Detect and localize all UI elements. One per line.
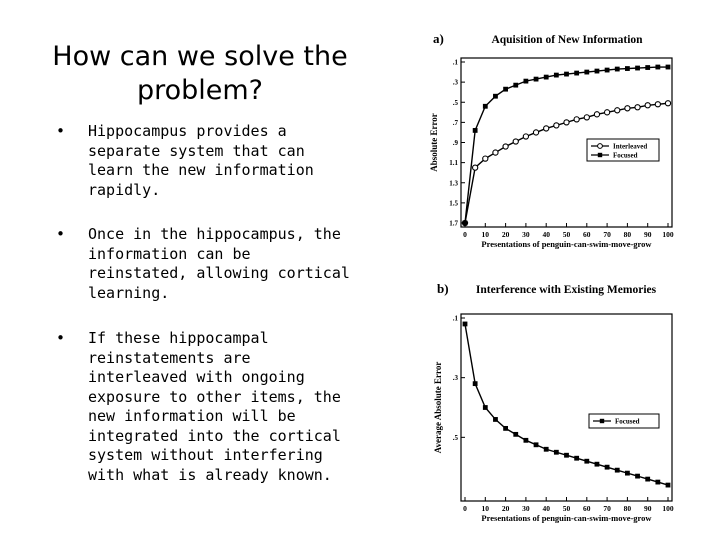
panel-label: b) <box>437 281 449 296</box>
chart-acquisition <box>425 25 695 265</box>
bullet-item <box>56 329 356 485</box>
data-point-interleaved <box>533 130 538 135</box>
chart-title: Aquisition of New Information <box>491 34 643 46</box>
bullet-item <box>56 122 356 200</box>
x-axis-label: Presentations of penguin-can-swim-move-grow <box>481 239 652 249</box>
data-point-focused <box>645 477 650 482</box>
bullet-text: Hippocampus provides a separate system that can learn the new information rapidly. <box>88 122 314 199</box>
x-tick-label: 100 <box>662 504 674 513</box>
data-point-focused <box>524 438 529 443</box>
bullet-list <box>56 122 356 485</box>
data-point-focused <box>635 474 640 479</box>
data-point-focused <box>666 483 671 488</box>
legend-label: Interleaved <box>613 142 648 151</box>
y-axis-label: Absolute Error <box>429 113 439 172</box>
x-tick-label: 10 <box>481 230 490 239</box>
legend-label: Focused <box>613 151 638 160</box>
data-point-interleaved <box>554 123 559 128</box>
data-point-focused <box>615 468 620 473</box>
x-axis-label: Presentations of penguin-can-swim-move-grow <box>481 513 652 523</box>
data-point-focused <box>564 72 569 77</box>
data-point-focused <box>513 83 518 88</box>
y-tick-label: 1.1 <box>449 159 458 168</box>
data-point-focused <box>524 79 529 84</box>
data-point-focused <box>463 221 468 226</box>
x-tick-label: 80 <box>623 504 632 513</box>
x-tick-label: 70 <box>603 504 611 513</box>
data-point-focused <box>503 87 508 92</box>
y-tick-label: .5 <box>452 98 458 107</box>
data-point-interleaved <box>523 134 528 139</box>
bullet-text: If these hippocampal reinstatements are interleaved with ongoing exposure to other items, the new information will be integrated into the cortical system without interfering with what is already known. <box>88 329 341 484</box>
x-tick-label: 40 <box>542 230 550 239</box>
data-point-interleaved <box>493 150 498 155</box>
x-tick-label: 60 <box>583 504 591 513</box>
plot-frame <box>461 314 672 501</box>
data-point-focused <box>625 471 630 476</box>
data-point-interleaved <box>513 139 518 144</box>
data-point-focused <box>574 71 579 76</box>
data-point-focused <box>655 480 660 485</box>
y-tick-label: .1 <box>452 58 458 67</box>
data-point-focused <box>554 73 559 78</box>
data-point-interleaved <box>625 106 630 111</box>
data-point-interleaved <box>615 108 620 113</box>
x-tick-label: 90 <box>643 230 652 239</box>
data-point-interleaved <box>564 120 569 125</box>
y-tick-label: 1.3 <box>449 179 458 188</box>
data-point-focused <box>615 67 620 72</box>
data-point-focused <box>625 66 630 71</box>
x-tick-label: 90 <box>643 504 652 513</box>
x-tick-label: 20 <box>501 230 510 239</box>
legend-marker <box>600 419 604 423</box>
y-tick-label: .7 <box>452 118 458 127</box>
data-point-focused <box>473 128 478 133</box>
data-point-focused <box>483 104 488 109</box>
x-tick-label: 10 <box>481 504 490 513</box>
chart-title: Interference with Existing Memories <box>475 284 657 296</box>
data-point-focused <box>584 70 589 75</box>
y-tick-label: 1.5 <box>449 199 458 208</box>
data-point-focused <box>635 66 640 71</box>
data-point-focused <box>595 69 600 74</box>
x-tick-label: 30 <box>522 230 530 239</box>
bullet-symbol: • <box>56 329 66 347</box>
data-point-focused <box>655 65 660 70</box>
data-point-focused <box>564 453 569 458</box>
data-point-focused <box>534 442 539 447</box>
data-point-focused <box>493 417 498 422</box>
x-tick-label: 0 <box>463 230 467 239</box>
data-point-interleaved <box>605 110 610 115</box>
y-tick-label: .5 <box>452 433 458 442</box>
x-tick-label: 0 <box>463 504 467 513</box>
series-line-focused <box>465 324 668 485</box>
x-tick-label: 80 <box>623 230 632 239</box>
data-point-focused <box>534 77 539 82</box>
legend-marker <box>598 153 602 157</box>
data-point-focused <box>645 65 650 70</box>
y-tick-label: .3 <box>452 78 458 87</box>
legend-marker <box>598 144 603 149</box>
data-point-interleaved <box>645 103 650 108</box>
data-point-interleaved <box>655 102 660 107</box>
data-point-interleaved <box>584 115 589 120</box>
data-point-interleaved <box>635 105 640 110</box>
data-point-focused <box>544 75 549 80</box>
x-tick-label: 50 <box>562 230 571 239</box>
data-point-focused <box>584 459 589 464</box>
x-tick-label: 20 <box>501 504 510 513</box>
data-point-interleaved <box>473 165 478 170</box>
data-point-focused <box>463 322 468 327</box>
x-tick-label: 50 <box>562 504 571 513</box>
data-point-interleaved <box>503 144 508 149</box>
x-tick-label: 60 <box>583 230 591 239</box>
data-point-interleaved <box>665 101 670 106</box>
data-point-focused <box>605 465 610 470</box>
x-tick-label: 40 <box>542 504 550 513</box>
bullet-text: Once in the hippocampus, the information can be reinstated, allowing cortical learning. <box>88 225 350 302</box>
data-point-focused <box>483 405 488 410</box>
data-point-focused <box>595 462 600 467</box>
data-point-interleaved <box>544 126 549 131</box>
data-point-focused <box>554 450 559 455</box>
y-tick-label: .9 <box>452 139 458 147</box>
chart-interference <box>425 278 695 540</box>
bullet-symbol: • <box>56 225 66 243</box>
bullet-item <box>56 225 356 303</box>
x-tick-label: 70 <box>603 230 611 239</box>
x-tick-label: 100 <box>662 230 674 239</box>
data-point-focused <box>574 456 579 461</box>
y-axis-label: Average Absolute Error <box>433 361 443 454</box>
y-tick-label: 1.7 <box>449 219 458 228</box>
data-point-interleaved <box>594 112 599 117</box>
data-point-interleaved <box>574 117 579 122</box>
data-point-focused <box>666 65 671 70</box>
legend-label: Focused <box>615 417 640 426</box>
panel-label: a) <box>433 31 444 46</box>
data-point-focused <box>473 381 478 386</box>
data-point-focused <box>493 94 498 99</box>
data-point-focused <box>513 432 518 437</box>
data-point-focused <box>544 447 549 452</box>
x-tick-label: 30 <box>522 504 530 513</box>
data-point-focused <box>605 68 610 73</box>
data-point-interleaved <box>483 156 488 161</box>
slide-title: How can we solve the problem? <box>52 41 348 106</box>
data-point-focused <box>503 426 508 431</box>
y-tick-label: .1 <box>452 314 458 323</box>
y-tick-label: .3 <box>452 374 458 383</box>
bullet-symbol: • <box>56 122 66 140</box>
